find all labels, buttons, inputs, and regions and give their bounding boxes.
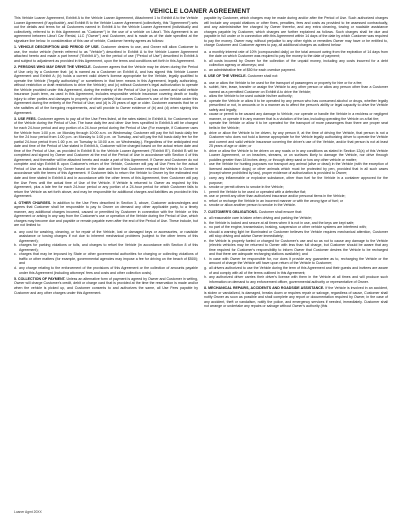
section-6 (204, 74, 388, 79)
section-6-title: 6. USE OF THE VEHICLE. (204, 74, 247, 79)
list-item (204, 162, 388, 176)
section-4 (14, 201, 198, 228)
section-5-continued: payable by Customer, which charges may be made during and/or after the Period of Use. Such authorized charges will include any unpaid citations or other fines, penalties, fees and costs as provided to be assessed contractually, and any administrative fee charged by Owner therefor, and any extra cleaning, towing or roadside assistance charges payable by Customer, which charges are further explained as follows. Such charges shall be due and payable in full under or in connection with this Agreement within 14 days of the date by which Customer was required to pay the money. Owner may, without prejudice to any other rights or remedies Owner may have or be entitled to, charge Customer and Customer agrees to pay, all additional charges as outlined below: (204, 16, 388, 48)
list-item (204, 230, 388, 239)
list-item (14, 243, 198, 252)
list-marker: g. (204, 265, 207, 270)
list-item-text: operate the Vehicle or allow it to be operated for the transport of more passengers than there are proper seat belts in the Vehicle; (209, 121, 388, 130)
section-8-title: 8. MECHANICAL REPAIRS, ACCIDENTS AND ROADSIDE ASSISTANCE. (204, 285, 325, 290)
list-marker: f. (204, 121, 206, 126)
list-marker: l. (204, 189, 206, 194)
list-item (14, 230, 198, 244)
list-item-text: cause or permit to be caused any damage to Vehicle, nor operate or handle the Vehicle in a reckless or negligent manner, or operate it in any manner that is a violation of the law, including operating the Vehicle on a flat tire; (209, 112, 388, 121)
left-column (14, 16, 198, 510)
list-marker: h. (204, 148, 207, 153)
list-item-text: any charge relating to the enforcement of the provisions of this Agreement or the collection of amounts payable under this Agreement (including attorneys' fees and costs and other collection costs). (19, 265, 198, 275)
list-marker: b. (204, 85, 207, 90)
list-marker: c. (204, 94, 207, 99)
list-item-text: charges that may be imposed by State or other governmental authorities for charging or collecting violations of traffic or other matters (for example, governmental agencies may impose a fee for driving on the beach of $500); and (19, 252, 198, 266)
page-footer: Loaner Agmt 20XX (14, 510, 42, 514)
section-1-body: Customer desires to use, and Owner will allow Customer to use, the motor vehicle (herein referred to as "Vehicle") described in Exhibit A to the Vehicle Loaner Agreement attached hereto and made a part hereof ("Exhibit A"), for the period of use ("Period of Use") described in Exhibit A and subject to adjustment as provided in this Agreement, upon the terms and conditions set forth in this Agreement. (14, 45, 198, 63)
list-item (204, 68, 388, 73)
list-item-text: use or allow the Vehicle to be used for the transport of passengers or property for hire or for a fee; (209, 80, 363, 85)
list-marker: a. (204, 215, 207, 220)
section-7-list (204, 216, 388, 284)
list-item-text: carry any inflammable or explosive substance, other than fuel for the Vehicle in a container approved for the purpose; (209, 175, 388, 185)
section-5 (14, 277, 198, 295)
list-item-text: drive or allow the Vehicle to be driven on any roads or in any conditions as stated in Section 12(a) of this Vehicle Loaner Agreement, or on beaches, streams, or on surfaces likely to damage the Vehicle, nor drive through puddles greater than 18 inches deep, or through deep sand or tow any other vehicle or matter; (209, 148, 388, 162)
list-item (204, 131, 388, 149)
list-item (204, 59, 388, 68)
list-item-text: smoke or permit others to smoke in the Vehicle; (209, 185, 284, 190)
section-8-body: If the Vehicle is involved in an accident, is stolen or vandalized, is damaged, breaks down or requires repair or salvage, regardless of cause, Customer shall notify Owner as soon as possible and shall complete any report or documentation required by Owner, in the case of any accident, theft or vandalism, notify the police, and emergency services if needed, immediately. Customer shall not arrange or undertake any repairs or salvage without Owner's authority (this (204, 285, 388, 309)
list-item-text: operate the Vehicle or allow it to be operated by any person who has consumed alcohol or drugs, whether legally prescribed or not, in amounts or in a manner as to affect the person's ability or legal capacity to drive the Vehicle safely and legally; (209, 98, 388, 112)
list-item-text: should a warning light be illuminated or Customer believes the Vehicle requires mechanical attention, Customer will stop driving and advise Owner immediately; (209, 229, 388, 239)
section-5-list (204, 50, 388, 73)
list-marker: a. (14, 229, 17, 234)
list-marker: o. (204, 203, 207, 208)
section-4-title: 4. OTHER CHARGES. (14, 200, 52, 205)
list-item-text: an administrative fee of $50 for each overdue payment. (209, 67, 296, 72)
section-2-title: 2. PERSONS WHO MAY DRIVE THE VEHICLE. (14, 65, 92, 70)
document-title: VEHICLE LOANER AGREEMENT (149, 8, 251, 15)
list-item-text: all drivers authorized to use the Vehicle during the term of this Agreement and their guests and invitees are aware of and comply with all of the terms outlined in this Agreement; (209, 265, 388, 275)
list-marker: a. (204, 80, 207, 85)
list-item-text: use or permit any other than authorized insurance and/or personal items in the Vehicle; (209, 194, 346, 199)
section-3-title: 3. USE FEES. (14, 116, 37, 121)
list-marker: c. (14, 252, 17, 257)
list-marker: b. (204, 58, 207, 63)
list-item (204, 275, 388, 284)
section-3-body: Customer agrees to pay all of the Use Fees listed, at the rates stated, in Exhibit A, for Customer's use of the Vehicle during the Period of Use. The base daily fee and other Use fees specified in Exhibit A will be charged for each 24-hour period and any portion of a 24-hour period during the Period of Use (For example, if Customer uses the Vehicle from 1:00 p.m. on Monday through 10:00 a.m. on Wednesday, Customer will pay the full basic daily fee for the 24 hour period from 1:00 p.m. on Monday to 1:00 p.m. on Tuesday, and will pay the full basic daily fee for the partial 24-hour period from 1:00 p.m. on Tuesday to 10:00 a.m. on Wednesday.). Regardless of the anticipated end date and time of the Period of Use stated in Exhibit A, Customer will be charged based on the actual return date and time of the Period of Use, as provided in Exhibit B to the Vehicle Loaner Agreement ("Exhibit B"). Exhibit B will be completed and signed by Owner and Customer at the end of the Period of Use in accordance with Section 4 of this Agreement, and thereafter will be attached hereto and made a part of this Agreement. If Owner and Customer do not complete and sign Exhibit B upon Customer's return of the Vehicle, Customer will pay all Use Fees for the actual Period of Use as indicated by Owner based on the date and time that Customer returned the Vehicle to Owner in accordance with the terms of this Agreement. If Customer fails to return the Vehicle to Owner by the estimated end date and time stated in Exhibit A and in accordance with the other terms of this Agreement, then Customer will pay the Use Fees until the actual time of Use of the Vehicle. If Vehicle is returned to Owner as required by this Agreement, plus a late fee for each 24-hour period or any portion of a 24-hour period for which Customer fails to return the Vehicle as set forth above, and may be responsible for additional charges and liabilities as provided in this Agreement. (14, 116, 198, 199)
section-8 (204, 286, 388, 309)
list-marker: g. (204, 130, 207, 135)
list-item-text: any cost for washing, cleaning, or for repair of the Vehicle, lost or damaged keys or accessories, or roadside assistance or towing charges if not due to inherent mechanical problems (subject to the other terms of this Agreement); (19, 229, 198, 243)
list-item (204, 149, 388, 163)
intro-paragraph: This Vehicle Loaner Agreement, Exhibit A to the Vehicle Loaner Agreement, Attachment 1 to Exhibit A to the Vehicle Loaner Agreement (if applicable), and Exhibit B to the Vehicle Loaner Agreement (collectively, this "Agreement") sets out the details and terms for all Customers named in Exhibit A to the Vehicle Loaner Agreement (individually and collectively, referred to in this Agreement as "Customer") in the use of a vehicle on Lâna'i. This Agreement is an agreement between Lāna'i Car Rental, LLC ("Owner") and Customer, and is made as of the date specified at the signature line below. In consideration of this use of vehicle, Customer hereby agrees as follows: (14, 16, 198, 43)
list-item-text: the Vehicle is locked and secure at all times when it is not in use, and the keys are kept safe; (209, 220, 355, 225)
list-marker: c. (204, 67, 207, 72)
list-marker: c. (204, 225, 207, 230)
list-item (204, 176, 388, 185)
list-item (204, 266, 388, 275)
list-marker: k. (204, 185, 207, 190)
list-item-text: use the Vehicle for hunting purposes nor transport any animal (alive or dead) in the Vehicle (with the exception of licensed assistance dogs) or other animals which must be protected by pen, provided that in all such cases (except where prohibited by law), proper evidence of authorization is provided to Owner; (209, 162, 388, 176)
right-column (204, 16, 388, 510)
list-item-text: a monthly interest rate of 10% (compounded daily) on the total amount owing from the expiration of 14 days from the date on which Customer was required to pay the money to the date of payment; (209, 49, 388, 59)
list-item-text: refuel or recharge the Vehicle in an incorrect manner or with the wrong type of fuel; or (209, 198, 344, 203)
list-marker: j. (204, 175, 206, 180)
list-item-text: smoke or allow another person to smoke in the Vehicle. (209, 203, 296, 208)
section-7 (204, 210, 388, 215)
section-4-body: In addition to the Use Fees described in Section 3, above, Customer acknowledges and agrees that Customer shall be responsible to pay to Owner on demand any other applicable party, to a timely manner, any additional charges incurred, caused or permitted by Customer in connection with the Vehicle or this Agreement or arising in any way from the Customer's use or operation of the Vehicle during the Period of Use, which charges may become due and payable or remain payable even after the end of the Period of Use. These include, but are not limited to: (14, 200, 198, 228)
list-item (14, 266, 198, 275)
list-item-text: the Vehicle is properly fueled or charged for Customer's use and so as not to cause any damage to the Vehicle (electric vehicles may be returned to Owner with less than full charge, but Customer should be aware that any time required for Customer's responsibility to inform Owner that Customer desires the Vehicle to be recharged and that there are adequate recharging stations available); and (209, 238, 388, 257)
list-marker: a. (204, 49, 207, 54)
list-marker: f. (204, 256, 206, 261)
list-item (14, 252, 198, 266)
section-2 (14, 65, 198, 115)
list-item-text: all reasonable care is taken when driving and parking the Vehicle; (209, 215, 312, 220)
list-item (204, 50, 388, 59)
list-item (204, 85, 388, 94)
section-5-title: 5. COLLECTION OF PAYMENT. (14, 276, 66, 281)
list-marker: m. (204, 194, 208, 199)
section-7-title: 7. CUSTOMER'S OBLIGATIONS. (204, 209, 258, 214)
section-2-body: Customer agrees that the Vehicle may be driven during the Period of Use only by a Customer that: (a) is named as a Customer on Exhibit A, and has signed this Vehicle Loaner Agreement and Exhibit A; (b) holds a current valid driver's license appropriate for the Vehicle, legally qualified to operate the Vehicle ("legally authorizing" or sometimes in that term means in this Agreement, legally authorizing, without restriction or draft restrictions to drive the Vehicle); and (c) without Customer's legal authorization to operate the Vehicle provided under this Agreement, during the entirety of the Period of Use (c) has current and valid vehicle insurance (such term, as used in this Agreement, includes responsible vehicle insurance covering death or bodily injury to other parties and damages to property of other parties) that covers Customer's use of the Vehicle under this Agreement during the entirety of the Period of Use; and (d) is 25 years of age or older. Customer warrants that he or she satisfies all of the foregoing requirements, and will provide to Owner evidence of (b) and (d) when signing this Agreement. (14, 65, 198, 115)
section-6-list (204, 81, 388, 208)
list-marker: i. (204, 162, 206, 167)
list-marker: b. (14, 243, 17, 248)
list-item-text: sublet, hire, lease, transfer or assign the Vehicle to any other person or allow any person other than a Customer named as a permitted Customer on Exhibit A to drive the Vehicle; (209, 85, 388, 94)
list-item-text: charges for parking violations or tolls, and charges to refuel the Vehicle (in accordance with Section 8 of this Agreement); (19, 243, 198, 252)
list-marker: b. (204, 220, 207, 225)
list-item-text: permit the Vehicle to be used or operated with a defective flat; (209, 189, 307, 194)
section-7-intro: Customer shall ensure that: (258, 209, 303, 214)
list-item-text: any authorized driver carries their driver's license with them in the Vehicle at all times and will produce such information on demand to any enforcement officer, governmental authority or representative of Owner. (209, 275, 388, 284)
list-item-text: in case with Owner be responsible for, nor does it provide any guarantee as to, recharging the Vehicle or the amount of charge the Vehicle will have upon return of the Vehicle to Customer; (209, 256, 388, 266)
list-marker: n. (204, 198, 207, 203)
list-item (204, 257, 388, 266)
list-marker: d. (14, 265, 17, 270)
list-item (204, 239, 388, 257)
section-1 (14, 45, 198, 63)
list-marker: e. (204, 238, 207, 243)
list-item-text: drive or allow the Vehicle to be driven, by any person if, at the time of driving the Vehicle, that person is not a Customer who does not hold a license appropriate for the Vehicle legally authorizing driver to operate the Vehicle and current and valid vehicle insurance covering the driver's use of the Vehicle, and/or that person is not at least 25 years of age or older; or (209, 130, 388, 149)
list-item-text: all costs incurred by Owner for the collection of the unpaid money, including any costs incurred for a debt collection agency or attorneys; and (209, 58, 388, 68)
list-item (204, 121, 388, 130)
list-marker: d. (204, 229, 207, 234)
section-5-body: Unless an alternative form of payment is agreed by Owner and Customer in writing, Owner will charge Customer's credit, debit or charge card that is provided at the time the reservation is made and/or when the vehicle is picked up, and Customer consents to and authorizes the same, all Use Fees payable by Customer and any other charges under this Agreement. (14, 276, 198, 295)
list-item-text: no part of the engine, transmission, braking, suspension or other vehicle systems are interfered with; (209, 225, 367, 230)
section-6-intro: Customer shall not: (247, 74, 279, 79)
list-marker: d. (204, 98, 207, 103)
section-3 (14, 117, 198, 199)
list-item (204, 203, 388, 208)
section-4-list (14, 230, 198, 275)
list-item (204, 99, 388, 113)
list-item (204, 112, 388, 121)
list-marker: e. (204, 112, 207, 117)
list-marker: h. (204, 275, 207, 280)
section-1-title: 1. VEHICLE DESCRIPTION AND PERIOD OF USE. (14, 45, 100, 50)
list-item-text: allow the Vehicle to be used outside his/her authority; (209, 94, 293, 99)
